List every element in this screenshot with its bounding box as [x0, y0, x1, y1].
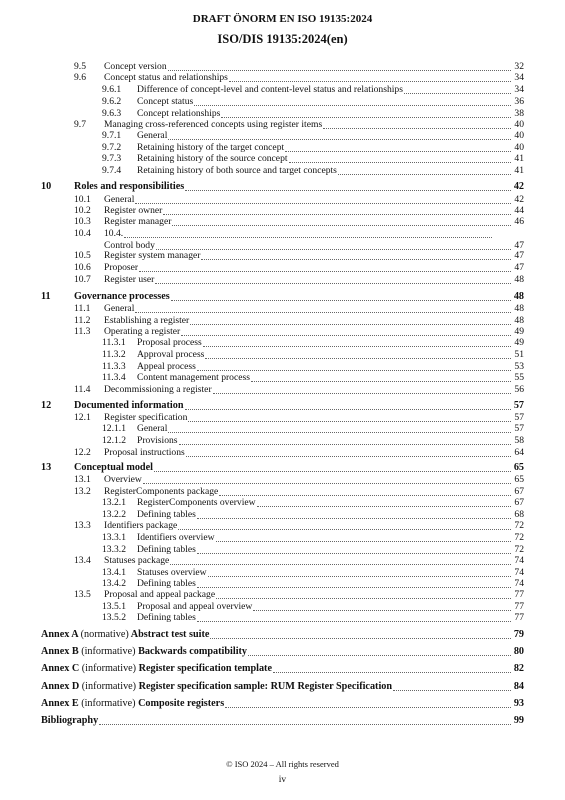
toc-entry-title: Proposal and appeal overview — [137, 601, 253, 612]
toc-entry-page: 48 — [513, 291, 524, 302]
toc-entry[interactable] — [0, 349, 565, 361]
toc-entry-number: 9.6.3 — [102, 108, 122, 119]
toc-entry-number: 11 — [41, 291, 51, 302]
toc-dot-leader — [221, 108, 511, 118]
toc-entry-page: 67 — [514, 486, 524, 497]
toc-entry-number: 9.6.1 — [102, 84, 122, 95]
toc-entry-number: 10.4 — [74, 228, 91, 239]
annex-page: 80 — [513, 646, 524, 657]
toc-entry-title: Governance processes — [74, 291, 170, 302]
toc-entry-page: 74 — [514, 578, 524, 589]
toc-entry-number: 13.5 — [74, 589, 91, 600]
toc-entry-page: 36 — [514, 96, 524, 107]
toc-entry-number: 13 — [41, 462, 52, 473]
toc-entry-title: Register owner — [104, 205, 163, 216]
annex-label: Annex C — [41, 663, 80, 674]
toc-entry-title: Defining tables — [137, 578, 196, 589]
annex-label: Annex B — [41, 646, 79, 657]
toc-entry-page: 40 — [514, 130, 524, 141]
toc-entry-page: 42 — [514, 194, 524, 205]
toc-dot-leader — [124, 228, 492, 238]
toc-entry-page: 49 — [514, 326, 524, 337]
annex-heading — [41, 681, 392, 693]
toc-dot-leader — [251, 372, 511, 382]
toc-entry-number: 11.3.2 — [102, 349, 126, 360]
toc-entry-page: 48 — [514, 315, 524, 326]
toc-entry-number: 10.5 — [74, 250, 91, 261]
toc-entry-title: Register system manager — [104, 250, 201, 261]
toc-entry[interactable] — [0, 337, 565, 349]
toc-entry[interactable] — [0, 384, 565, 396]
toc-entry-title: Roles and responsibilities — [74, 181, 185, 192]
annex-title: Register specification sample: RUM Register Specification — [138, 681, 393, 692]
toc-entry-title: RegisterComponents overview — [137, 497, 256, 508]
toc-entry-page: 40 — [514, 119, 524, 130]
toc-dot-leader — [168, 130, 511, 140]
toc-entry[interactable] — [0, 555, 565, 567]
annex-heading — [41, 646, 247, 658]
toc-entry-number: 13.4.2 — [102, 578, 126, 589]
toc-entry-title: Decommissioning a register — [104, 384, 212, 395]
toc-entry[interactable] — [0, 400, 565, 412]
toc-entry-page: 77 — [514, 589, 524, 600]
toc-entry-title: Proposal and appeal package — [104, 589, 216, 600]
toc-dot-leader — [225, 698, 511, 708]
toc-entry[interactable] — [0, 520, 565, 532]
bibliography-entry[interactable] — [0, 715, 565, 727]
toc-entry-page: 38 — [514, 108, 524, 119]
toc-entry-page: 72 — [514, 544, 524, 555]
toc-entry-page: 48 — [514, 303, 524, 314]
annex-type: (informative) — [81, 646, 136, 657]
toc-dot-leader — [178, 520, 511, 530]
toc-entry-title: Proposal instructions — [104, 447, 185, 458]
annex-page: 84 — [513, 681, 524, 692]
annex-heading — [41, 698, 224, 710]
toc-entry-page: 55 — [514, 372, 524, 383]
toc-dot-leader — [190, 315, 511, 325]
toc-dot-leader — [273, 663, 511, 673]
toc-entry-number: 9.7 — [74, 119, 86, 130]
toc-entry-page: 44 — [514, 205, 524, 216]
toc-entry-title: Concept status and relationships — [104, 72, 228, 83]
toc-entry-title: Statuses package — [104, 555, 170, 566]
toc-entry-number: 12.2 — [74, 447, 91, 458]
toc-entry-page: 40 — [514, 142, 524, 153]
toc-entry[interactable] — [0, 228, 565, 240]
toc-entry-title: Proposal process — [137, 337, 202, 348]
toc-dot-leader — [154, 462, 511, 472]
toc-entry-title: Content management process — [137, 372, 250, 383]
toc-entry-number: 9.7.3 — [102, 153, 122, 164]
toc-dot-leader — [229, 72, 511, 82]
toc-entry-title: Operating a register — [104, 326, 181, 337]
toc-dot-leader — [155, 274, 511, 284]
toc-entry-title: Control body — [104, 240, 155, 251]
annex-label: Annex A — [41, 629, 79, 640]
toc-entry-number: 11.3 — [74, 326, 91, 337]
toc-entry-title: Establishing a register — [104, 315, 190, 326]
toc-entry-title: Statuses overview — [137, 567, 207, 578]
annex-entry[interactable] — [0, 629, 565, 641]
toc-entry-title: Retaining history of the target concept — [137, 142, 285, 153]
toc-entry[interactable] — [0, 291, 565, 303]
toc-entry[interactable] — [0, 130, 565, 142]
toc-dot-leader — [253, 601, 511, 611]
toc-entry-number: 11.1 — [74, 303, 91, 314]
toc-entry-number: 12 — [41, 400, 52, 411]
toc-entry-page: 74 — [514, 567, 524, 578]
toc-entry-page: 77 — [514, 601, 524, 612]
toc-entry-number: 11.3.4 — [102, 372, 126, 383]
toc-entry-title: Approval process — [137, 349, 205, 360]
toc-dot-leader — [185, 181, 511, 191]
header-document-code: DRAFT ÖNORM EN ISO 19135:2024 — [192, 13, 373, 25]
toc-dot-leader — [186, 447, 511, 457]
bibliography-title: Bibliography — [41, 715, 99, 726]
annex-type: (normative) — [80, 629, 129, 640]
toc-entry-page: 32 — [514, 61, 524, 72]
toc-dot-leader — [216, 532, 511, 542]
annex-label: Annex D — [41, 681, 80, 692]
annex-label: Annex E — [41, 698, 79, 709]
toc-dot-leader — [285, 142, 511, 152]
toc-entry-page: 46 — [514, 216, 524, 227]
toc-entry[interactable] — [0, 84, 565, 96]
toc-dot-leader — [194, 96, 511, 106]
toc-entry-title: Concept relationships — [137, 108, 221, 119]
toc-dot-leader — [203, 337, 511, 347]
toc-dot-leader — [197, 361, 511, 371]
toc-dot-leader — [172, 216, 511, 226]
toc-entry-page: 72 — [514, 520, 524, 531]
toc-entry[interactable] — [0, 72, 565, 84]
toc-entry[interactable] — [0, 303, 565, 315]
toc-entry-page: 47 — [514, 250, 524, 261]
toc-dot-leader — [210, 629, 511, 639]
toc-entry-page: 56 — [514, 384, 524, 395]
toc-entry-title: Documented information — [74, 400, 184, 411]
toc-entry-title: Defining tables — [137, 612, 196, 623]
toc-entry-number: 13.2.1 — [102, 497, 126, 508]
toc-entry[interactable] — [0, 497, 565, 509]
toc-entry-number: 13.2.2 — [102, 509, 126, 520]
toc-entry-title: Managing cross-referenced concepts using register items — [104, 119, 323, 130]
toc-entry[interactable] — [0, 423, 565, 435]
toc-entry-title: Register specification — [104, 412, 188, 423]
toc-dot-leader — [213, 384, 511, 394]
toc-entry-number: 9.6.2 — [102, 96, 122, 107]
toc-entry-page: 41 — [514, 165, 524, 176]
annex-entry[interactable] — [0, 698, 565, 710]
toc-entry-title: Retaining history of both source and target concepts — [137, 165, 337, 176]
toc-entry-title: General — [104, 194, 135, 205]
toc-entry-number: 12.1.2 — [102, 435, 126, 446]
toc-entry-page: 53 — [514, 361, 524, 372]
toc-entry-number: 9.7.1 — [102, 130, 122, 141]
toc-entry-title: Register manager — [104, 216, 172, 227]
annex-entry[interactable] — [0, 663, 565, 675]
toc-dot-leader — [197, 509, 511, 519]
toc-dot-leader — [289, 153, 511, 163]
toc-dot-leader — [99, 715, 511, 725]
page-number: iv — [278, 775, 287, 785]
toc-entry-page: 57 — [514, 412, 524, 423]
toc-entry[interactable] — [0, 532, 565, 544]
toc-entry-number: 13.4 — [74, 555, 91, 566]
toc-entry[interactable] — [0, 372, 565, 384]
toc-dot-leader — [156, 240, 511, 250]
toc-entry-number: 10.3 — [74, 216, 91, 227]
toc-dot-leader — [338, 165, 511, 175]
toc-entry-page: 65 — [513, 462, 524, 473]
bibliography-page: 99 — [513, 715, 524, 726]
toc-entry-page: 67 — [514, 497, 524, 508]
toc-entry-title: 10.4. — [104, 228, 124, 239]
toc-dot-leader — [197, 578, 511, 588]
toc-dot-leader — [171, 291, 511, 301]
toc-entry[interactable] — [0, 250, 565, 262]
toc-entry-number: 11.3.3 — [102, 361, 126, 372]
toc-entry[interactable] — [0, 262, 565, 274]
toc-entry-page: 51 — [514, 349, 524, 360]
toc-entry-number: 10.7 — [74, 274, 91, 285]
toc-dot-leader — [135, 194, 511, 204]
toc-dot-leader — [208, 567, 511, 577]
toc-entry-page: 47 — [514, 240, 524, 251]
toc-dot-leader — [219, 486, 511, 496]
toc-entry-number: 12.1.1 — [102, 423, 126, 434]
annex-entry[interactable] — [0, 646, 565, 658]
toc-entry-title: Difference of concept-level and content-level status and relationships — [137, 84, 403, 95]
toc-entry-number: 10.6 — [74, 262, 91, 273]
toc-dot-leader — [201, 250, 511, 260]
toc-dot-leader — [181, 326, 511, 336]
toc-entry-number: 9.6 — [74, 72, 86, 83]
toc-dot-leader — [257, 497, 511, 507]
toc-entry[interactable] — [0, 181, 565, 193]
toc-entry-title: RegisterComponents package — [104, 486, 219, 497]
copyright-notice: © ISO 2024 – All rights reserved — [226, 759, 339, 769]
toc-entry-title: Identifiers overview — [137, 532, 215, 543]
toc-dot-leader — [248, 646, 511, 656]
toc-dot-leader — [135, 303, 511, 313]
toc-entry-page: 68 — [514, 509, 524, 520]
toc-entry-page: 49 — [514, 337, 524, 348]
toc-entry-number: 11.3.1 — [102, 337, 126, 348]
toc-entry[interactable] — [0, 274, 565, 286]
toc-entry-page: 48 — [514, 274, 524, 285]
annex-type: (informative) — [81, 698, 136, 709]
toc-entry-title: Concept status — [137, 96, 194, 107]
toc-entry[interactable] — [0, 589, 565, 601]
toc-entry-number: 10.2 — [74, 205, 91, 216]
toc-entry-page: 57 — [514, 423, 524, 434]
annex-title: Composite registers — [138, 698, 225, 709]
toc-entry-number: 9.7.4 — [102, 165, 122, 176]
toc-entry-number: 12.1 — [74, 412, 91, 423]
toc-entry-page: 57 — [513, 400, 524, 411]
toc-entry-number: 13.3.2 — [102, 544, 126, 555]
toc-dot-leader — [216, 589, 511, 599]
toc-entry[interactable] — [0, 153, 565, 165]
annex-heading — [41, 629, 209, 641]
toc-entry-page: 65 — [514, 474, 524, 485]
toc-entry[interactable] — [0, 216, 565, 228]
toc-entry[interactable] — [0, 447, 565, 459]
toc-entry-page: 34 — [514, 84, 524, 95]
toc-entry-page: 42 — [513, 181, 524, 192]
toc-entry-number: 13.2 — [74, 486, 91, 497]
toc-entry-title: Defining tables — [137, 509, 196, 520]
toc-entry-page: 41 — [514, 153, 524, 164]
toc-entry-page: 47 — [514, 262, 524, 273]
toc-dot-leader — [170, 555, 511, 565]
toc-entry[interactable] — [0, 165, 565, 177]
toc-entry-title: Register user — [104, 274, 155, 285]
toc-entry-number: 11.2 — [74, 315, 91, 326]
toc-entry-page: 34 — [514, 72, 524, 83]
toc-dot-leader — [185, 400, 511, 410]
toc-entry-number: 9.7.2 — [102, 142, 122, 153]
toc-entry-title: Conceptual model — [74, 462, 153, 473]
toc-entry-title: Defining tables — [137, 544, 196, 555]
toc-entry[interactable] — [0, 462, 565, 474]
toc-entry-title: Retaining history of the source concept — [137, 153, 288, 164]
toc-entry-title: Provisions — [137, 435, 178, 446]
annex-title: Abstract test suite — [130, 629, 210, 640]
toc-entry-number: 13.5.2 — [102, 612, 126, 623]
toc-entry-title: Concept version — [104, 61, 167, 72]
toc-entry-title: Identifiers package — [104, 520, 178, 531]
annex-page: 82 — [513, 663, 524, 674]
toc-entry-number: 9.5 — [74, 61, 86, 72]
header-iso-code: ISO/DIS 19135:2024(en) — [217, 32, 348, 46]
toc-dot-leader — [197, 612, 511, 622]
toc-dot-leader — [168, 61, 511, 71]
toc-entry-number: 10 — [41, 181, 52, 192]
annex-entry[interactable] — [0, 681, 565, 693]
annex-title: Register specification template — [138, 663, 272, 674]
annex-page: 79 — [513, 629, 524, 640]
annex-heading — [41, 663, 272, 675]
toc-dot-leader — [163, 205, 511, 215]
toc-entry[interactable] — [0, 96, 565, 108]
toc-entry-number: 13.3 — [74, 520, 91, 531]
toc-dot-leader — [197, 544, 511, 554]
annex-page: 93 — [513, 698, 524, 709]
toc-entry-page: 74 — [514, 555, 524, 566]
toc-dot-leader — [188, 412, 511, 422]
toc-entry-page: 72 — [514, 532, 524, 543]
toc-dot-leader — [168, 423, 511, 433]
annex-title: Backwards compatibility — [138, 646, 248, 657]
toc-entry-title: General — [137, 423, 168, 434]
toc-dot-leader — [205, 349, 511, 359]
toc-dot-leader — [323, 119, 511, 129]
toc-entry-title: Overview — [104, 474, 142, 485]
toc-entry-page: 77 — [514, 612, 524, 623]
toc-entry[interactable] — [0, 474, 565, 486]
toc-dot-leader — [179, 435, 511, 445]
toc-entry-page: 64 — [514, 447, 524, 458]
toc-entry-number: 13.1 — [74, 474, 91, 485]
toc-entry[interactable] — [0, 612, 565, 624]
toc-entry-title: Appeal process — [137, 361, 196, 372]
toc-entry-page: 58 — [514, 435, 524, 446]
toc-entry-number: 13.3.1 — [102, 532, 126, 543]
annex-type: (informative) — [81, 681, 137, 692]
toc-entry-title: General — [104, 303, 135, 314]
toc-entry-number: 13.5.1 — [102, 601, 126, 612]
toc-entry-title: Proposer — [104, 262, 139, 273]
toc-entry-number: 11.4 — [74, 384, 91, 395]
toc-entry[interactable] — [0, 435, 565, 447]
annex-type: (informative) — [81, 663, 137, 674]
toc-entry-number: 10.1 — [74, 194, 91, 205]
toc-entry-title: General — [137, 130, 168, 141]
toc-dot-leader — [143, 474, 511, 484]
toc-entry-number: 13.4.1 — [102, 567, 126, 578]
toc-dot-leader — [139, 262, 511, 272]
